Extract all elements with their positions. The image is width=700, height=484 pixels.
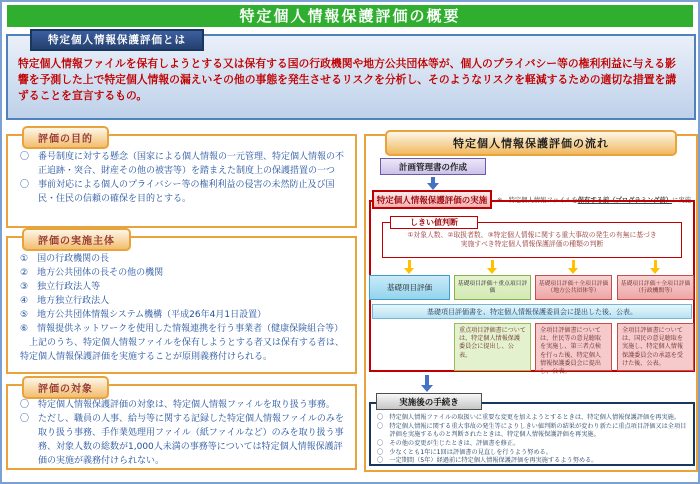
down-arrow-icon xyxy=(427,177,439,190)
intro-body-text: 特定個人情報ファイルを保有しようとする又は保有する国の行政機関や地方公共団体等が、個人のプライバシー等の権利利益に与える影響を予測した上で特定個人情報の漏えいその他の事態を発生させるリスクを分析し、そのようなリスクを軽減するための適切な措置を講ずることを宣言するもの。 xyxy=(18,57,677,103)
down-arrow-icon xyxy=(487,260,497,274)
post-procedure-item: 〇 少なくとも1年に1回は評価書の見直しを行うよう努める。 xyxy=(377,448,552,456)
threshold-judgement-desc xyxy=(382,231,682,249)
post-procedure-item: 〇 特定個人情報ファイルの取扱いに重要な変更を加えようとするときは、特定個人情報保護評価を再実施。 xyxy=(377,414,681,421)
implementer-item: ⑤ 地方公共団体情報システム機構（平成26年4月1日設置） xyxy=(20,309,267,320)
target-section xyxy=(6,384,357,470)
post-procedure-item: 〇 特定個人情報に関する重大事故の発生等によりしきい値判断の結果が変わり新たに重点項目評価又は全項目評価を実施するものと判断されたときは、特定個人情報保護評価を再実施。 xyxy=(377,422,687,439)
implementers-note: 上記のうち、特定個人情報ファイルを保有しようとする者又は保有する者は、特定個人情報保護評価を実施することが原則義務付けられる。 xyxy=(20,337,344,362)
priority-detail-box: 重点項目評価書については、特定個人情報保護委員会に提出し、公表。 xyxy=(454,323,531,371)
post-procedure-item: 〇 その他の変更が生じたときは、評価書を修正。 xyxy=(377,440,520,448)
post-procedure-heading: 実施後の手続き xyxy=(376,393,482,410)
implementer-item: ③ 独立行政法人等 xyxy=(20,281,101,292)
flow-section xyxy=(364,134,698,472)
full-national-detail-box: 全項目評価書については、国民の意見聴取を実施し、特定個人情報保護委員会の承認を受けた後、公表。 xyxy=(617,323,694,371)
purpose-section xyxy=(6,134,357,228)
threshold-desc-line: ①対象人数、②取扱者数、③特定個人情報に関する重大事故の発生の有無に基づき xyxy=(407,231,657,239)
outcome-sublabel: （地方公共団体等） xyxy=(547,287,600,294)
down-arrow-icon xyxy=(404,260,414,274)
outcome-label: 基礎項目評価＋全項目評価 xyxy=(538,280,609,287)
implementer-item: ① 国の行政機関の長 xyxy=(20,254,110,264)
page-title: 特定個人情報保護評価の概要 xyxy=(7,5,693,27)
outcome-full-municipal-box xyxy=(535,275,612,300)
target-item: 〇 特定個人情報保護評価の対象は、特定個人情報ファイルを取り扱う事務。 xyxy=(20,400,335,410)
outcome-basic-box xyxy=(369,275,450,300)
target-item: 〇 ただし、職員の人事、給与等に関する記録した特定個人情報ファイルのみを取り扱う事務、手作業処理用ファイル（紙ファイルなど）のみを取り扱う事務、対象人数の総数が1,000人未満の事務等については特定個人情報保護評価の実施が義務付けられない。 xyxy=(20,413,344,466)
outcome-sublabel: （行政機関等） xyxy=(635,287,676,294)
threshold-judgement-label: しきい値判断 xyxy=(390,216,478,229)
down-arrow-icon xyxy=(568,260,578,274)
outcome-label: 基礎項目評価 xyxy=(387,283,432,292)
flow-heading: 特定個人情報保護評価の流れ xyxy=(385,130,677,156)
down-arrow-icon xyxy=(421,375,433,392)
implementers-heading: 評価の実施主体 xyxy=(22,228,131,251)
note-text: に実施 xyxy=(672,197,691,204)
outcome-full-national-box xyxy=(617,275,694,300)
implementation-box: 特定個人情報保護評価の実施 xyxy=(372,190,492,209)
implementer-item: ② 地方公共団体の長その他の機関 xyxy=(20,267,164,278)
implementer-item: ④ 地方独立行政法人 xyxy=(20,295,110,306)
down-arrow-icon xyxy=(650,260,660,274)
purpose-item: 〇 事前対応による個人のプライバシー等の権利利益の侵害の未然防止及び国民・住民の信頼の確保を目的とする。 xyxy=(20,179,335,204)
post-procedure-item: 〇 一定期間（5年）経過前に特定個人情報保護評価を再実施するよう努める。 xyxy=(377,457,598,465)
outcome-label: 基礎項目評価＋重点項目評価 xyxy=(457,280,528,294)
implementer-item: ⑥ 情報提供ネットワークを使用した情報連携を行う事業者（健康保険組合等） xyxy=(20,323,344,334)
basic-publish-box: 基礎項目評価書を、特定個人情報保護委員会に提出した後、公表。 xyxy=(372,304,692,319)
note-text: ※ 特定個人情報ファイルを xyxy=(497,197,578,204)
post-procedure-box xyxy=(369,402,695,466)
purpose-heading: 評価の目的 xyxy=(22,126,109,149)
intro-section xyxy=(6,34,696,120)
note-underlined-text: 保有する前（プログラミング前） xyxy=(577,197,673,204)
purpose-item: 〇 番号制度に対する懸念（国家による個人情報の一元管理、特定個人情報の不正追跡・突合、財産その他の被害等）を踏まえた制度上の保護措置の一つ xyxy=(20,152,345,176)
implementers-section xyxy=(6,236,357,374)
full-municipal-detail-box: 全項目評価書については、住民等の意見聴取を実施し、第三者点検を行った後、特定個人情報保護委員会に提出し、公表。 xyxy=(535,323,612,371)
threshold-desc-line: 実施すべき特定個人情報保護評価の種類の判断 xyxy=(460,240,604,249)
outcome-label: 基礎項目評価＋全項目評価 xyxy=(620,280,691,287)
outcome-basic-priority-box xyxy=(454,275,531,300)
intro-heading: 特定個人情報保護評価とは xyxy=(30,29,204,51)
plan-document-box: 計画管理書の作成 xyxy=(380,158,486,175)
target-heading: 評価の対象 xyxy=(22,376,109,399)
